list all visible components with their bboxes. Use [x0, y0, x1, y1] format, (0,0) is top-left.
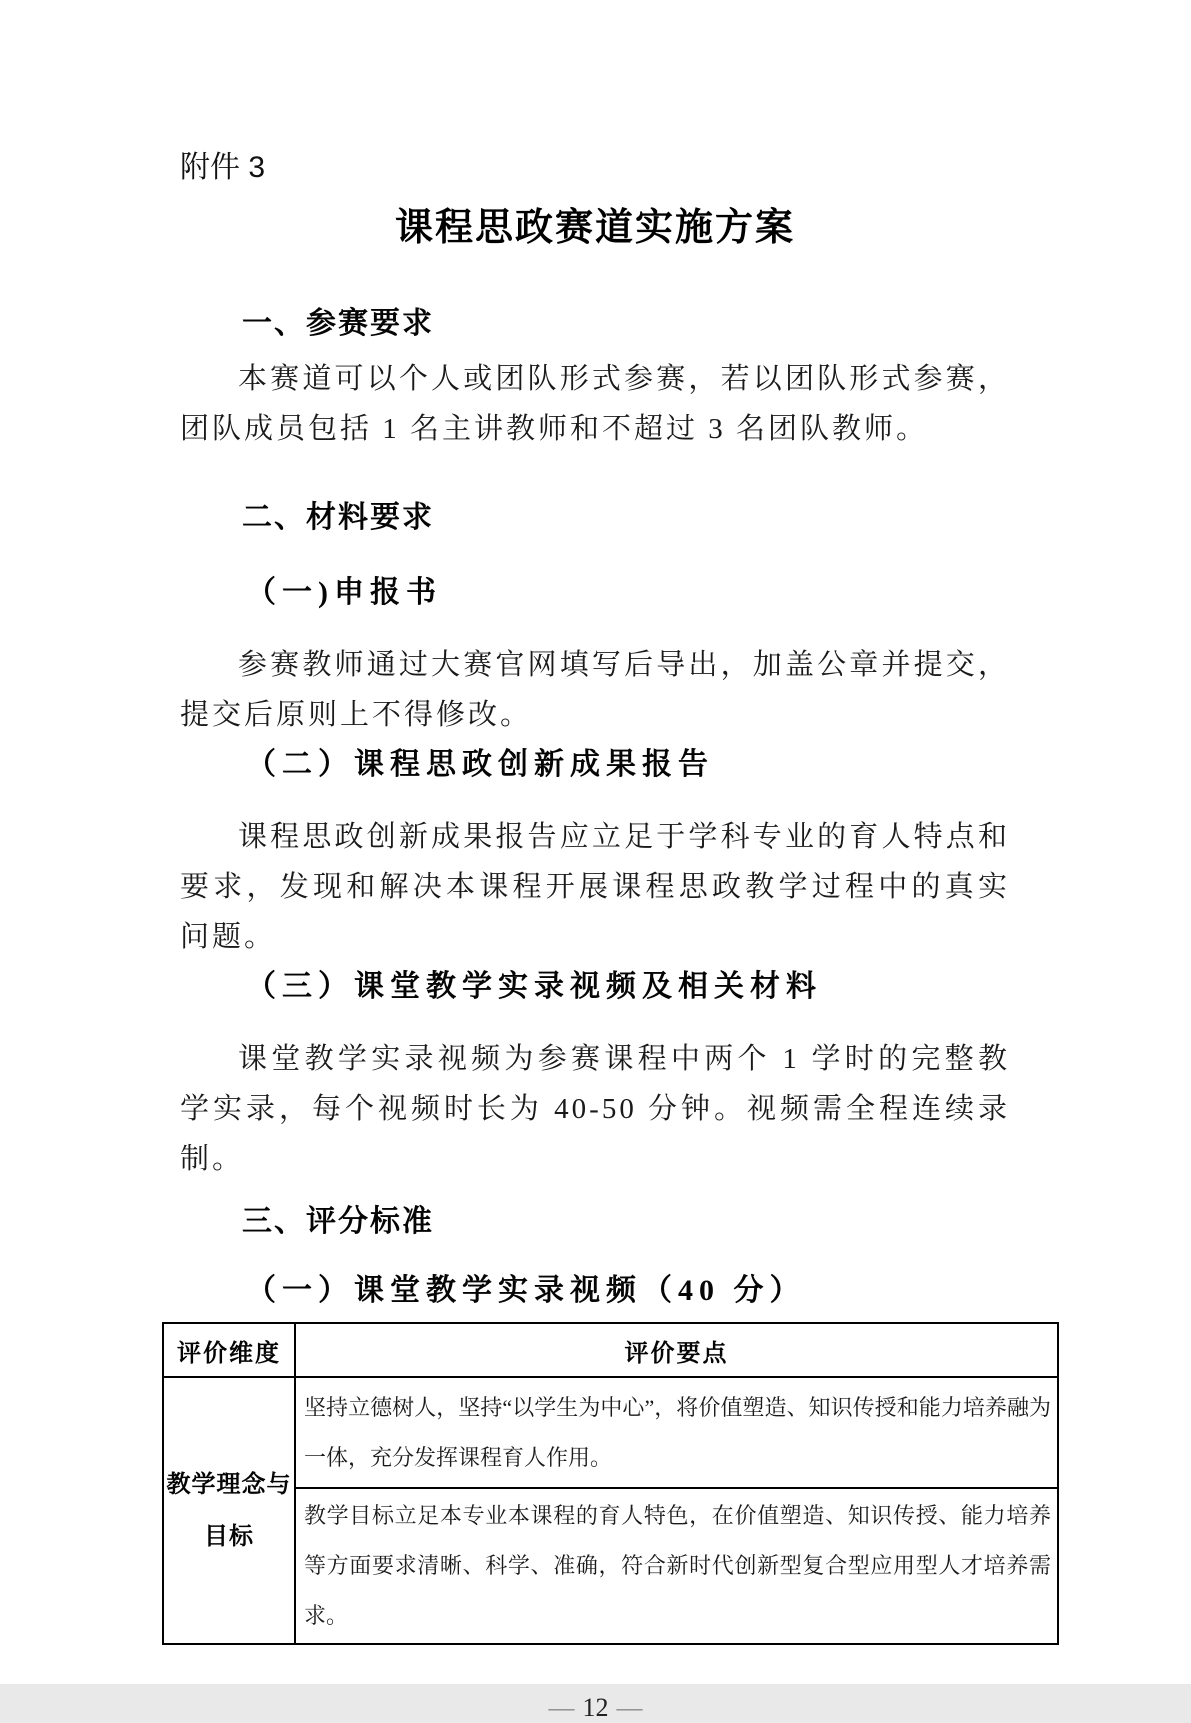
subsection-2-2-paragraph: 课程思政创新成果报告应立足于学科专业的育人特点和要求，发现和解决本课程开展课程思政教学过程中的真实问题。: [180, 821, 1010, 953]
scoring-table-header-dimension: 评价维度: [163, 1323, 295, 1377]
page-number-right-dash: —: [616, 1693, 643, 1722]
subsection-2-1-paragraph: 参赛教师通过大赛官网填写后导出，加盖公章并提交，提交后原则上不得修改。: [180, 649, 1010, 731]
subsection-heading-2-1: （一)申报书: [246, 576, 442, 609]
subsection-heading-2-2: （二）课程思政创新成果报告: [246, 748, 714, 781]
section-1-paragraph: 本赛道可以个人或团队形式参赛，若以团队形式参赛，团队成员包括 1 名主讲教师和不超过 3 名团队教师。: [180, 363, 1010, 445]
scoring-table: [162, 1322, 1059, 1645]
attachment-label: 附件 3: [180, 151, 266, 184]
table-row: [163, 1488, 1058, 1644]
point-cell-1: 坚持立德树人，坚持“以学生为中心”，将价值塑造、知识传授和能力培养融为一体，充分发挥课程育人作用。: [295, 1377, 1058, 1488]
section-heading-3: 三、评分标准: [242, 1205, 434, 1238]
point-cell-2: 教学目标立足本专业本课程的育人特色，在价值塑造、知识传授、能力培养等方面要求清晰、科学、准确，符合新时代创新型复合型应用型人才培养需求。: [295, 1488, 1058, 1644]
section-heading-2: 二、材料要求: [242, 501, 434, 534]
page-number-left-dash: —: [548, 1693, 575, 1722]
scoring-table-header-points: 评价要点: [295, 1323, 1058, 1377]
subsection-heading-3-1: （一）课堂教学实录视频（40 分）: [246, 1274, 806, 1307]
dimension-cell: 教学理念与目标: [163, 1377, 295, 1644]
table-row: [163, 1377, 1058, 1488]
subsection-heading-2-3: （三）课堂教学实录视频及相关材料: [246, 970, 822, 1003]
page-number-value: 12: [582, 1693, 609, 1722]
page-number: [0, 1693, 1191, 1723]
subsection-2-3-paragraph: 课堂教学实录视频为参赛课程中两个 1 学时的完整教学实录，每个视频时长为 40-50 分钟。视频需全程连续录制。: [180, 1043, 1010, 1175]
document-title: 课程思政赛道实施方案: [394, 207, 795, 249]
section-heading-1: 一、参赛要求: [242, 307, 434, 340]
scoring-table-header-row: [163, 1323, 1058, 1377]
